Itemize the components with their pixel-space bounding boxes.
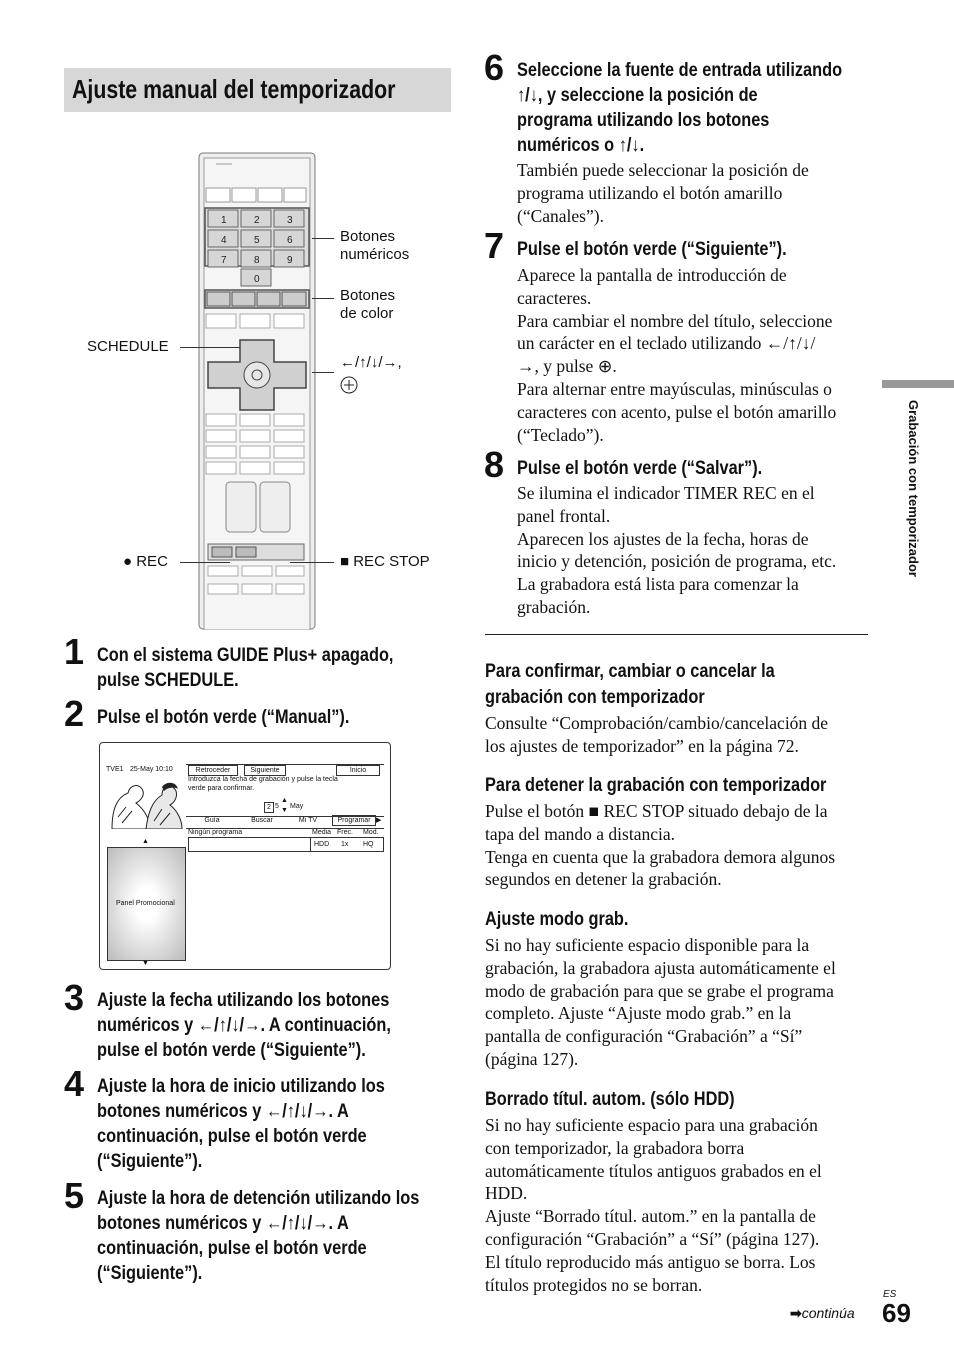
screen-program-row	[188, 837, 384, 852]
callout-line-rec	[180, 562, 230, 563]
note-4-heading-line: Borrado títul. autom. (sólo HDD)	[485, 1089, 735, 1110]
step-7-body-line: caracteres con acento, pulse el botón amarillo	[517, 401, 837, 422]
promo-panel-label: Panel Promocional	[116, 900, 175, 907]
note-3-body-line: completo. Ajuste “Ajuste modo grab.” en la	[485, 1003, 792, 1024]
step-1-line: pulse SCHEDULE.	[97, 670, 239, 691]
key-3: 3	[287, 215, 293, 226]
step-3-line: numéricos y ←/↑/↓/→. A continuación,	[97, 1015, 391, 1036]
note-4-body-line: títulos protegidos no se borran.	[485, 1274, 703, 1295]
note-1-body-line: los ajustes de temporizador” en la página 72.	[485, 735, 799, 756]
step-8-title	[517, 456, 762, 481]
key-7: 7	[221, 255, 227, 266]
side-tab-bar	[882, 380, 954, 388]
note-3-body	[485, 934, 836, 1071]
continues-indicator	[790, 1305, 855, 1322]
step-8-body-line: Aparecen los ajustes de la fecha, horas de	[517, 528, 809, 549]
callout-line-numeric	[312, 238, 334, 239]
step-1-line: Con el sistema GUIDE Plus+ apagado,	[97, 645, 394, 666]
callout-numeric-buttons	[340, 228, 409, 264]
callout-rec: ● REC	[123, 553, 168, 570]
section-divider	[485, 634, 868, 635]
step-7-title	[517, 237, 787, 262]
note-2-body	[485, 800, 835, 891]
step-4-line: continuación, pulse el botón verde	[97, 1126, 367, 1147]
screen-col-mode: Mod.	[363, 829, 379, 836]
screen-back-button: Retroceder	[188, 765, 238, 776]
step-6-body-line: También puede seleccionar la posición de	[517, 160, 809, 180]
step-number-6: 6	[484, 47, 505, 88]
note-3-heading-line: Ajuste modo grab.	[485, 909, 629, 930]
side-tab-label	[905, 400, 925, 610]
note-4-body-line: automáticamente títulos antiguos grabados en el	[485, 1160, 822, 1181]
remote-control-drawing	[198, 152, 316, 630]
callout-color-line2: de color	[340, 305, 394, 322]
callout-line-rec-stop	[290, 562, 334, 563]
promo-up-arrow-icon: ▲	[142, 838, 149, 845]
step-6-title-line: numéricos o ↑/↓.	[517, 135, 645, 156]
step-7-body-line: →, y pulse ⊕.	[517, 356, 617, 377]
screen-val-freq: 1x	[341, 841, 349, 848]
note-4-body-line: con temporizador, la grabadora borra	[485, 1137, 745, 1158]
step-7-body-line: Para cambiar el nombre del título, seleccione	[517, 310, 833, 331]
screen-val-media: HDD	[314, 841, 330, 848]
note-1-heading	[485, 659, 775, 711]
screen-col-program: Ningún programa	[188, 829, 243, 836]
step-2-text	[97, 705, 349, 730]
continues-text: continúa	[801, 1305, 855, 1321]
step-3-line: Ajuste la fecha utilizando los botones	[97, 990, 390, 1011]
step-7-title-line: Pulse el botón verde (“Siguiente”).	[517, 239, 787, 260]
step-8-title-line: Pulse el botón verde (“Salvar”).	[517, 458, 763, 479]
step-6-title-line: programa utilizando los botones	[517, 110, 770, 131]
enter-button-icon	[340, 376, 358, 394]
step-7-body-line: caracteres.	[517, 287, 592, 308]
note-2-heading	[485, 773, 826, 799]
step-number-8: 8	[484, 444, 505, 485]
screen-col-media: Media	[312, 829, 332, 836]
note-2-body-line: tapa del mando a distancia.	[485, 823, 675, 844]
screen-tab-mitv: Mi TV	[298, 817, 318, 824]
language-code: ES	[883, 1289, 897, 1300]
step-5-line: continuación, pulse el botón verde	[97, 1238, 367, 1259]
callout-rec-stop: ■ REC STOP	[340, 553, 430, 570]
step-8-body-line: La grabadora está lista para comenzar la	[517, 574, 799, 595]
callout-numeric-line2: numéricos	[340, 246, 410, 263]
key-5: 5	[254, 235, 260, 246]
step-6-body	[517, 159, 809, 227]
note-3-body-line: grabación, la grabadora ajusta automáticamente el	[485, 957, 836, 978]
up-arrow-icon: ▲	[281, 797, 288, 804]
step-number-1: 1	[64, 631, 85, 672]
note-1-body	[485, 712, 828, 758]
key-1: 1	[221, 215, 227, 226]
note-1-heading-line: Para confirmar, cambiar o cancelar la	[485, 661, 775, 682]
step-1-text	[97, 643, 393, 693]
step-6-title-line: ↑/↓, y seleccione la posición de	[517, 85, 758, 106]
step-number-5: 5	[64, 1175, 85, 1216]
note-3-body-line: Si no hay suficiente espacio disponible para la	[485, 935, 810, 955]
note-3-body-line: pantalla de configuración “Grabación” a “Sí”	[485, 1026, 803, 1047]
page-number: 69	[882, 1298, 911, 1328]
note-4-body-line: El título reproducido más antiguo se borra. Los	[485, 1251, 816, 1272]
note-4-body	[485, 1114, 822, 1296]
step-7-body	[517, 264, 836, 446]
right-arrow-icon: ▶	[376, 817, 382, 824]
screen-val-mode: HQ	[363, 841, 374, 848]
step-7-body-line: un carácter en el teclado utilizando ←/↑/↓/	[517, 333, 816, 354]
screen-date-day2: 5	[275, 803, 279, 810]
step-5-line: (“Siguiente”).	[97, 1263, 203, 1284]
step-8-body-line: Se ilumina el indicador TIMER REC en el	[517, 483, 815, 503]
step-6-title-line: Seleccione la fuente de entrada utilizando	[517, 60, 843, 81]
screen-row-divider	[310, 837, 311, 851]
screen-instruction-line2: verde para confirmar.	[188, 785, 255, 792]
note-4-body-line: Si no hay suficiente espacio para una grabación	[485, 1115, 818, 1135]
remote-control-illustration	[198, 152, 316, 630]
step-8-body	[517, 482, 836, 619]
step-4-line: Ajuste la hora de inicio utilizando los	[97, 1076, 385, 1097]
callout-schedule: SCHEDULE	[87, 338, 169, 355]
timer-screen-illustration	[99, 742, 391, 970]
section-title-text: Ajuste manual del temporizador	[72, 74, 396, 104]
screen-tab-guia: Guía	[204, 817, 220, 824]
screen-channel: TVE1	[106, 766, 124, 773]
step-6-body-line: programa utilizando el botón amarillo	[517, 182, 783, 203]
step-7-body-line: Para alternar entre mayúsculas, minúsculas o	[517, 378, 832, 399]
promo-down-arrow-icon: ▼	[142, 960, 149, 967]
step-3-text	[97, 988, 391, 1063]
promo-panel	[107, 847, 186, 961]
step-8-body-line: panel frontal.	[517, 505, 611, 526]
step-number-2: 2	[64, 693, 85, 734]
callout-color-buttons	[340, 287, 395, 323]
key-6: 6	[287, 235, 293, 246]
note-2-body-line: Pulse el botón ■ REC STOP situado debajo de la	[485, 801, 828, 821]
note-4-heading	[485, 1087, 735, 1113]
note-1-body-line: Consulte “Comprobación/cambio/cancelación de	[485, 713, 829, 733]
step-number-4: 4	[64, 1063, 85, 1104]
step-4-line: botones numéricos y ←/↑/↓/→. A	[97, 1101, 349, 1122]
note-1-heading-line: grabación con temporizador	[485, 687, 705, 708]
step-8-body-line: inicio y detención, posición de programa, etc.	[517, 551, 837, 572]
step-6-title	[517, 58, 842, 158]
step-6-body-line: (“Canales”).	[517, 205, 604, 226]
right-arrow-icon: ➡	[790, 1305, 802, 1321]
callout-line-schedule	[180, 347, 240, 348]
screen-top-rule	[186, 764, 384, 765]
screen-date-day: 2	[264, 802, 274, 813]
step-number-7: 7	[484, 225, 505, 266]
note-2-heading-line: Para detener la grabación con temporizador	[485, 775, 827, 796]
step-3-line: pulse el botón verde (“Siguiente”).	[97, 1040, 366, 1061]
section-title	[64, 68, 451, 112]
screen-tab-programar: Programar	[332, 815, 376, 826]
step-number-3: 3	[64, 977, 85, 1018]
step-4-text	[97, 1074, 385, 1174]
callout-arrows: ←/↑/↓/→,	[340, 354, 402, 371]
note-3-body-line: modo de grabación para que se grabe el programa	[485, 980, 834, 1001]
step-5-line: Ajuste la hora de detención utilizando los	[97, 1188, 420, 1209]
note-4-body-line: HDD.	[485, 1183, 528, 1204]
note-3-body-line: (página 127).	[485, 1048, 579, 1069]
key-0: 0	[254, 274, 260, 285]
key-8: 8	[254, 255, 260, 266]
note-2-body-line: segundos en detener la grabación.	[485, 869, 722, 890]
step-7-body-line: (“Teclado”).	[517, 424, 604, 445]
key-4: 4	[221, 235, 227, 246]
step-4-line: (“Siguiente”).	[97, 1151, 203, 1172]
couple-illustration	[106, 777, 184, 829]
callout-line-color	[312, 298, 334, 299]
screen-date-month: May	[290, 803, 304, 810]
step-2-line: Pulse el botón verde (“Manual”).	[97, 707, 350, 728]
screen-home-button: Inicio	[336, 765, 380, 776]
note-3-heading	[485, 907, 628, 933]
screen-tab-buscar: Buscar	[251, 817, 273, 824]
callout-color-line1: Botones	[340, 287, 396, 304]
screen-next-button: Siguiente	[244, 765, 286, 776]
step-8-body-line: grabación.	[517, 596, 591, 617]
step-5-line: botones numéricos y ←/↑/↓/→. A	[97, 1213, 349, 1234]
note-4-body-line: configuración “Grabación” a “Sí” (página 127).	[485, 1228, 820, 1249]
screen-col-freq: Frec.	[337, 829, 353, 836]
callout-numeric-line1: Botones	[340, 228, 396, 245]
screen-datetime: 25-May 10:10	[130, 766, 173, 773]
step-5-text	[97, 1186, 419, 1286]
note-2-body-line: Tenga en cuenta que la grabadora demora algunos	[485, 846, 836, 867]
screen-instruction-line1: Introduzca la fecha de grabación y pulse la tecla	[188, 776, 338, 783]
key-2: 2	[254, 215, 260, 226]
callout-line-arrows	[312, 372, 334, 373]
down-arrow-icon: ▼	[281, 807, 288, 814]
note-4-body-line: Ajuste “Borrado títul. autom.” en la pantalla de	[485, 1206, 816, 1227]
step-7-body-line: Aparece la pantalla de introducción de	[517, 265, 787, 285]
side-tab-text: Grabación con temporizador	[906, 400, 921, 577]
key-9: 9	[287, 255, 293, 266]
